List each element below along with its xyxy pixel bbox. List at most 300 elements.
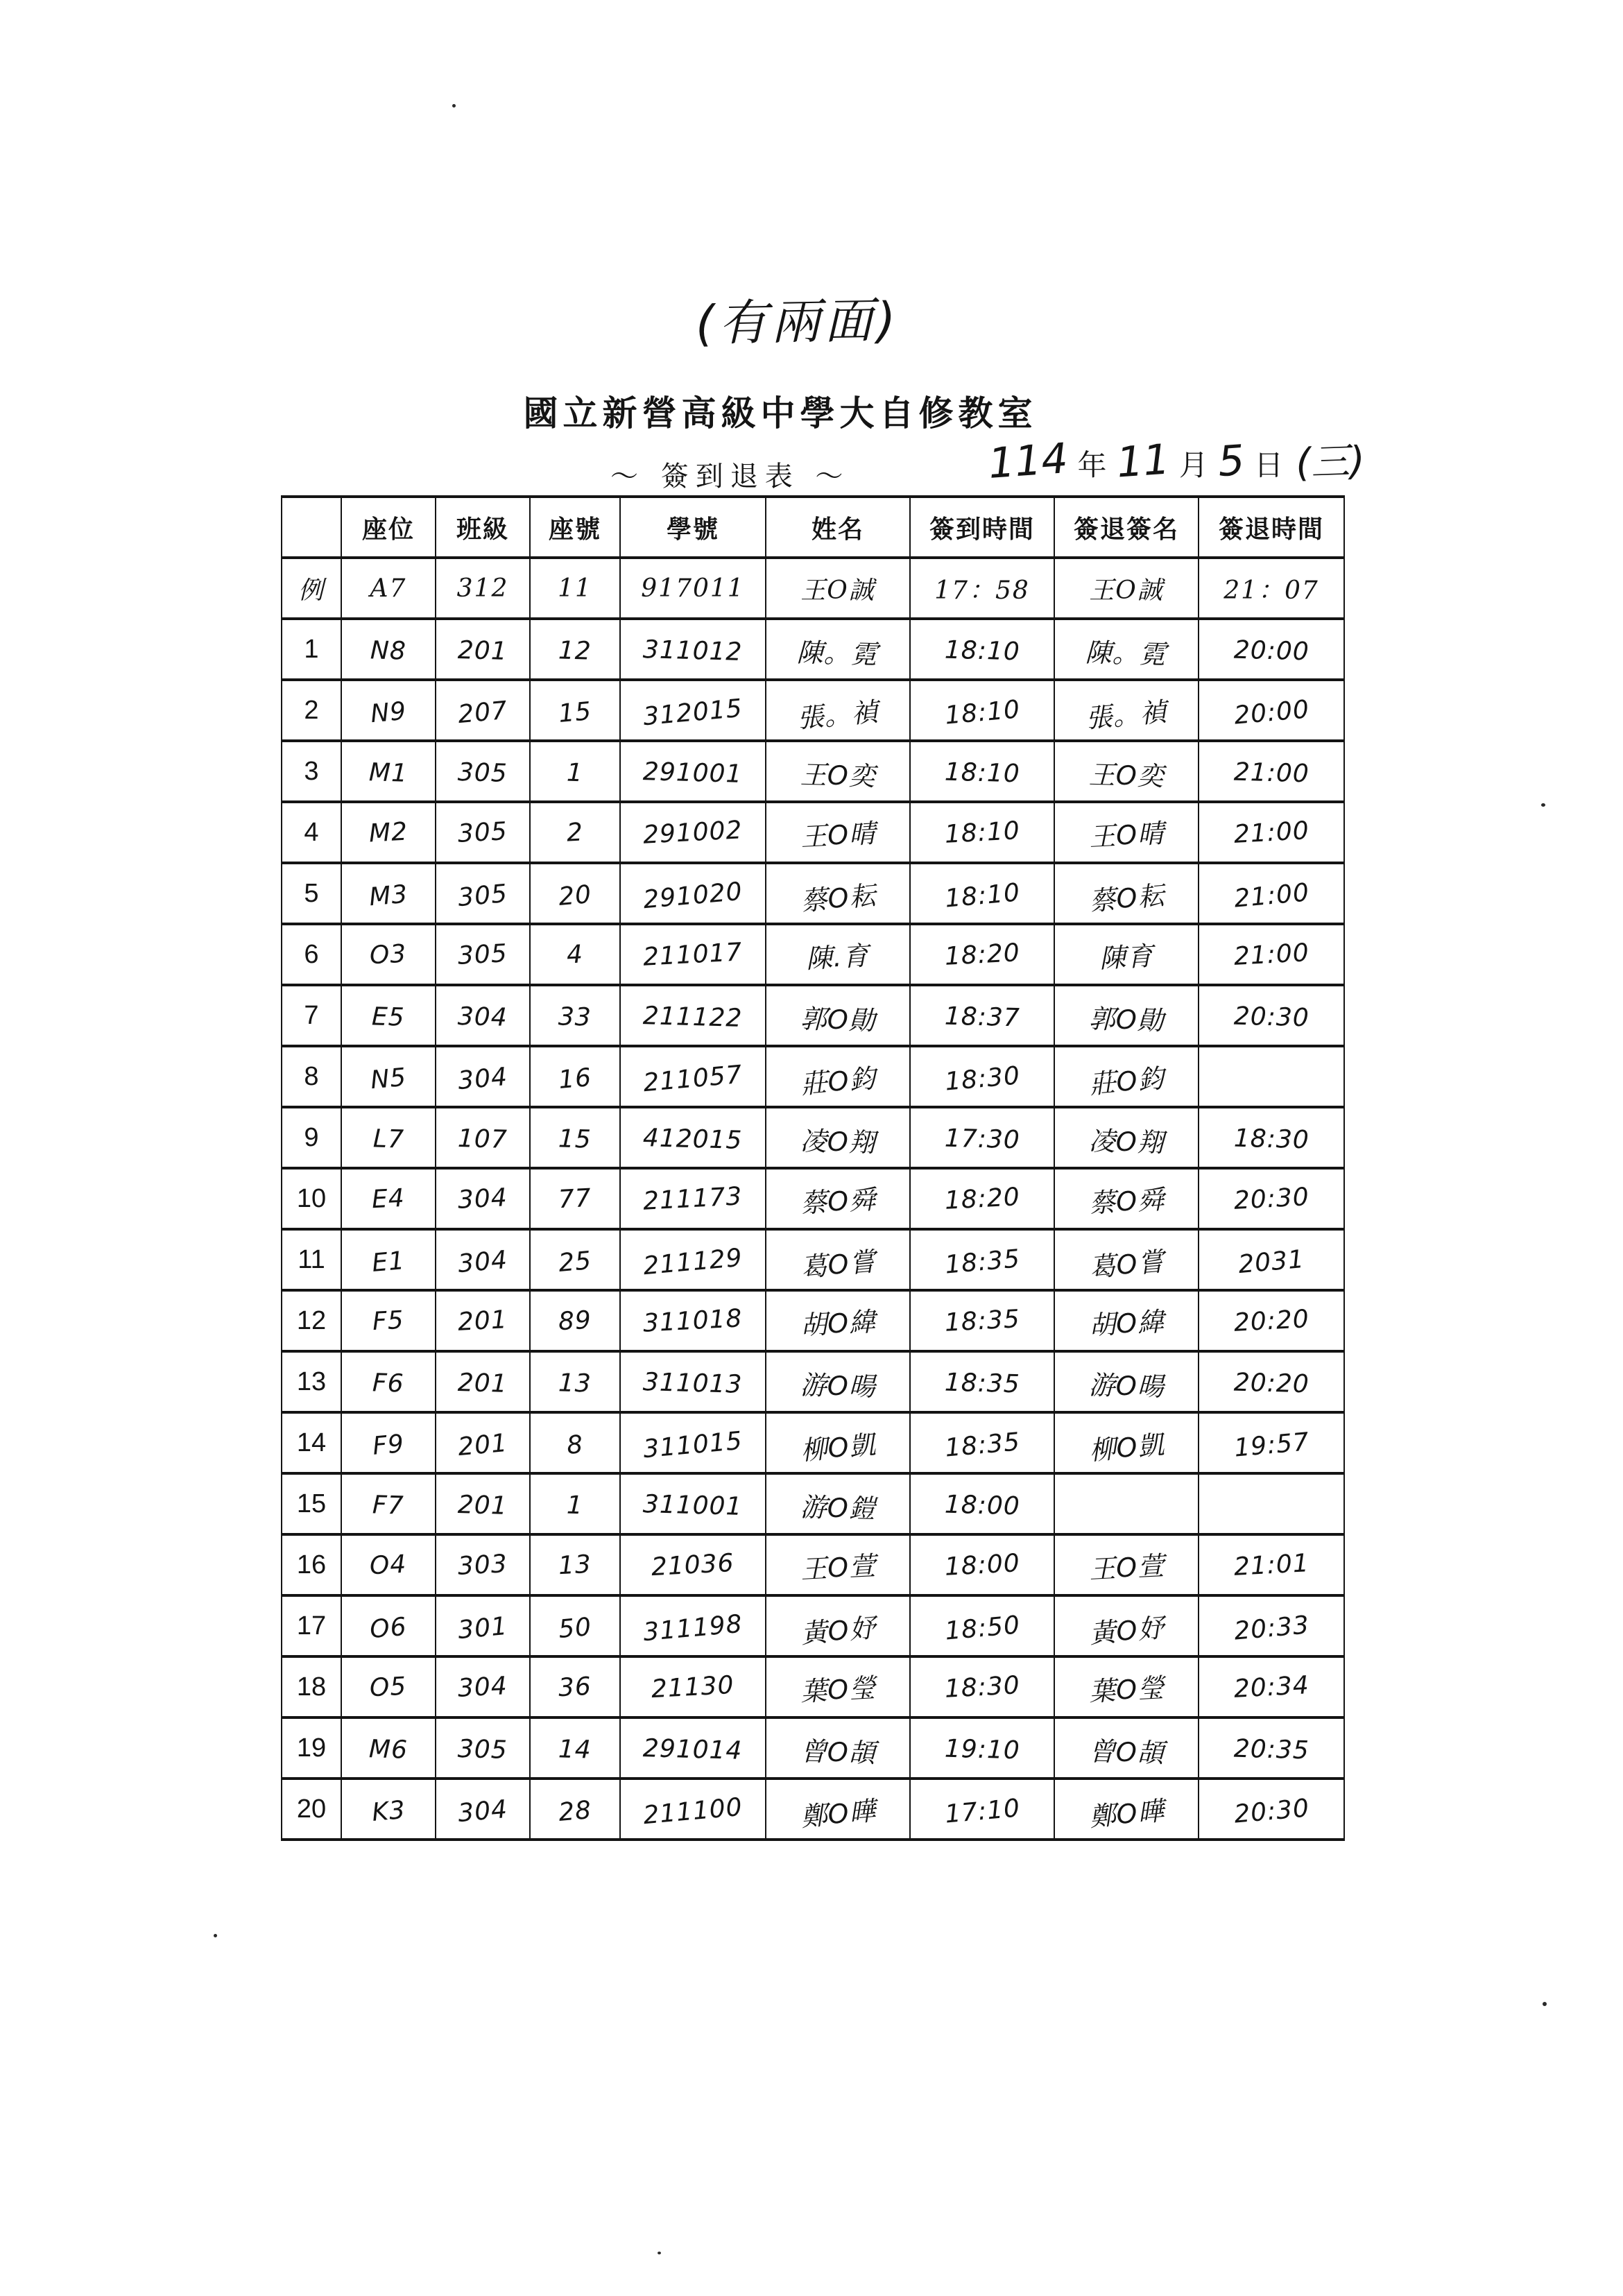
cell-seat bbox=[341, 1046, 436, 1107]
cell-class bbox=[436, 741, 530, 802]
date-day-unit: 日 bbox=[1254, 448, 1284, 482]
table-row bbox=[282, 1046, 1344, 1107]
cell-class bbox=[436, 1046, 530, 1107]
cell-sign_out bbox=[1199, 924, 1344, 985]
cell-sign_in bbox=[910, 1595, 1054, 1656]
cell-student_id bbox=[620, 1168, 766, 1229]
table-body bbox=[282, 558, 1344, 1840]
cell-sign_in bbox=[910, 802, 1054, 863]
handwriting: 412015 bbox=[642, 1123, 744, 1155]
handwriting: 201 bbox=[457, 635, 508, 666]
handwriting: 1 bbox=[566, 1491, 584, 1520]
cell-seat bbox=[341, 1412, 436, 1473]
handwriting: L7 bbox=[372, 1124, 404, 1154]
header-seat: 座位 bbox=[341, 497, 436, 558]
cell-student_id bbox=[620, 924, 766, 985]
handwriting: N5 bbox=[369, 1063, 408, 1095]
cell-seat bbox=[341, 985, 436, 1046]
handwriting: 15 bbox=[558, 1124, 592, 1154]
cell-sign_in bbox=[910, 1717, 1054, 1779]
cell-sign_out bbox=[1199, 802, 1344, 863]
handwriting: 18:37 bbox=[944, 1002, 1020, 1032]
cell-name bbox=[766, 1534, 910, 1595]
handwritten-top-note: (有兩面) bbox=[695, 291, 901, 352]
cell-name bbox=[766, 1046, 910, 1107]
handwriting: 葛O嘗 bbox=[799, 1245, 877, 1283]
handwriting: 304 bbox=[456, 1245, 509, 1278]
handwriting: 18:30 bbox=[943, 1061, 1022, 1097]
handwriting: 305 bbox=[456, 879, 509, 912]
table-row bbox=[282, 1290, 1344, 1351]
handwriting: 21:01 bbox=[1233, 1548, 1310, 1582]
handwriting: 蔡O耘 bbox=[799, 879, 877, 917]
handwriting: 張。禎 bbox=[796, 696, 880, 734]
cell-seat bbox=[341, 863, 436, 924]
handwriting: N8 bbox=[370, 635, 407, 666]
cell-sign_out_name bbox=[1054, 1717, 1199, 1779]
cell-number bbox=[530, 1229, 620, 1290]
handwriting: 291001 bbox=[642, 757, 744, 789]
cell-no: 16 bbox=[282, 1534, 341, 1595]
handwriting: 黃O妤 bbox=[1088, 1611, 1166, 1650]
handwriting: 蔡O舜 bbox=[799, 1183, 877, 1219]
cell-class: 312 bbox=[436, 558, 530, 619]
cell-seat bbox=[341, 1107, 436, 1168]
handwriting: 201 bbox=[456, 1428, 509, 1462]
header-sign_in: 簽到時間 bbox=[910, 497, 1054, 558]
cell-sign_out bbox=[1199, 741, 1344, 802]
cell-seat bbox=[341, 1534, 436, 1595]
cell-sign_in bbox=[910, 985, 1054, 1046]
handwriting: 莊O鈞 bbox=[1088, 1062, 1166, 1100]
cell-sign_in bbox=[910, 924, 1054, 985]
cell-seat bbox=[341, 1290, 436, 1351]
scan-speck bbox=[1543, 2002, 1547, 2006]
handwriting: O3 bbox=[369, 939, 408, 970]
cell-class bbox=[436, 1717, 530, 1779]
handwriting: 4 bbox=[565, 939, 585, 970]
cell-sign_out bbox=[1199, 863, 1344, 924]
cell-no: 18 bbox=[282, 1656, 341, 1717]
cell-sign_out_name bbox=[1054, 1595, 1199, 1656]
handwriting: 304 bbox=[457, 1671, 508, 1703]
handwriting: 15 bbox=[557, 696, 593, 728]
handwriting: 21:00 bbox=[1233, 816, 1310, 849]
handwriting: 211100 bbox=[642, 1792, 744, 1830]
handwriting: 柳O凱 bbox=[1088, 1428, 1166, 1466]
table-row bbox=[282, 741, 1344, 802]
handwriting: 17:30 bbox=[944, 1124, 1020, 1154]
cell-name bbox=[766, 1717, 910, 1779]
cell-student_id bbox=[620, 1412, 766, 1473]
cell-name bbox=[766, 1107, 910, 1168]
handwriting: 8 bbox=[565, 1430, 585, 1460]
table-row bbox=[282, 1779, 1344, 1840]
cell-class bbox=[436, 985, 530, 1046]
handwriting: 77 bbox=[558, 1183, 592, 1214]
handwriting: 28 bbox=[557, 1795, 593, 1827]
cell-number bbox=[530, 680, 620, 741]
cell-student_id bbox=[620, 741, 766, 802]
header-no bbox=[282, 497, 341, 558]
cell-seat bbox=[341, 1595, 436, 1656]
cell-student_id bbox=[620, 1534, 766, 1595]
handwriting: O4 bbox=[369, 1550, 408, 1580]
cell-sign_out_name bbox=[1054, 680, 1199, 741]
cell-name bbox=[766, 985, 910, 1046]
cell-student_id bbox=[620, 1595, 766, 1656]
handwriting: 凌O翔 bbox=[1088, 1125, 1165, 1158]
handwriting: E1 bbox=[370, 1246, 406, 1278]
handwriting: 1 bbox=[566, 758, 584, 787]
cell-sign_out_name bbox=[1054, 1656, 1199, 1717]
handwriting: 2031 bbox=[1237, 1244, 1306, 1279]
header-sign_out: 簽退時間 bbox=[1199, 497, 1344, 558]
cell-no: 2 bbox=[282, 680, 341, 741]
cell-name: 王O誠 bbox=[766, 558, 910, 619]
handwriting: 20:30 bbox=[1233, 1002, 1309, 1032]
header-class: 班級 bbox=[436, 497, 530, 558]
handwriting: 20:00 bbox=[1233, 635, 1309, 666]
handwriting: 游O鎧 bbox=[799, 1491, 876, 1524]
handwriting: 13 bbox=[558, 1550, 592, 1580]
handwriting: 2 bbox=[565, 817, 585, 848]
cell-class bbox=[436, 680, 530, 741]
handwriting: 20:20 bbox=[1233, 1304, 1310, 1337]
handwriting: 21036 bbox=[651, 1548, 735, 1582]
handwriting: 33 bbox=[558, 1002, 592, 1032]
date-year: 114 bbox=[986, 434, 1070, 488]
cell-sign_out bbox=[1199, 1168, 1344, 1229]
handwriting: 王O萱 bbox=[799, 1550, 877, 1585]
cell-name bbox=[766, 1779, 910, 1840]
cell-sign_in bbox=[910, 1351, 1054, 1412]
cell-number bbox=[530, 1595, 620, 1656]
handwriting: 王O奕 bbox=[1088, 759, 1165, 791]
cell-name bbox=[766, 1656, 910, 1717]
cell-number bbox=[530, 1107, 620, 1168]
handwriting: 游O暘 bbox=[799, 1369, 876, 1402]
handwriting: 21:00 bbox=[1233, 938, 1310, 971]
handwriting: 葛O嘗 bbox=[1088, 1245, 1166, 1283]
handwriting: 曾O頡 bbox=[799, 1736, 876, 1768]
handwriting: 18:10 bbox=[943, 816, 1021, 849]
cell-sign_out bbox=[1199, 1473, 1344, 1534]
cell-no: 4 bbox=[282, 802, 341, 863]
header-name: 姓名 bbox=[766, 497, 910, 558]
date-month: 11 bbox=[1115, 435, 1171, 488]
handwriting: 18:00 bbox=[943, 1548, 1021, 1582]
page-title: 國立新營高級中學大自修教室 bbox=[523, 393, 1038, 434]
handwriting: K3 bbox=[370, 1795, 407, 1827]
handwriting: 18:10 bbox=[943, 694, 1022, 730]
cell-no: 10 bbox=[282, 1168, 341, 1229]
handwriting: F9 bbox=[371, 1429, 406, 1461]
cell-sign_in bbox=[910, 1107, 1054, 1168]
example-row bbox=[282, 558, 1344, 619]
handwriting: 311012 bbox=[642, 635, 744, 667]
date-weekday: (三) bbox=[1295, 438, 1366, 486]
cell-sign_out_name bbox=[1054, 1351, 1199, 1412]
cell-seat bbox=[341, 802, 436, 863]
cell-seat bbox=[341, 1779, 436, 1840]
cell-seat bbox=[341, 924, 436, 985]
handwriting: 18:35 bbox=[943, 1244, 1022, 1280]
cell-no: 17 bbox=[282, 1595, 341, 1656]
table-row bbox=[282, 1473, 1344, 1534]
cell-sign_out bbox=[1199, 1229, 1344, 1290]
handwriting: 13 bbox=[558, 1368, 592, 1398]
handwriting: 291002 bbox=[642, 815, 744, 850]
handwriting: 18:35 bbox=[943, 1304, 1021, 1337]
cell-no: 13 bbox=[282, 1351, 341, 1412]
handwriting: 211122 bbox=[642, 1001, 744, 1033]
handwriting: 18:20 bbox=[943, 938, 1021, 971]
handwriting: 17:10 bbox=[943, 1793, 1022, 1829]
cell-number bbox=[530, 1656, 620, 1717]
cell-no: 例 bbox=[282, 558, 341, 619]
cell-number: 11 bbox=[530, 558, 620, 619]
handwriting: 311018 bbox=[642, 1303, 744, 1338]
handwriting: 201 bbox=[457, 1368, 508, 1398]
handwriting: 36 bbox=[558, 1672, 592, 1702]
scan-speck bbox=[658, 2252, 661, 2254]
cell-class bbox=[436, 619, 530, 680]
handwriting: 蔡O耘 bbox=[1088, 879, 1166, 917]
handwriting: 18:30 bbox=[943, 1670, 1021, 1704]
cell-no: 19 bbox=[282, 1717, 341, 1779]
cell-sign_out bbox=[1199, 1046, 1344, 1107]
cell-sign_out_name bbox=[1054, 1046, 1199, 1107]
handwriting: F6 bbox=[372, 1368, 405, 1398]
cell-sign_out_name bbox=[1054, 985, 1199, 1046]
cell-no: 9 bbox=[282, 1107, 341, 1168]
cell-class bbox=[436, 1779, 530, 1840]
date-line bbox=[981, 431, 1365, 487]
cell-number bbox=[530, 1473, 620, 1534]
handwriting: 胡O緯 bbox=[799, 1305, 877, 1341]
handwriting: 胡O緯 bbox=[1088, 1305, 1165, 1341]
cell-seat bbox=[341, 1168, 436, 1229]
cell-no: 11 bbox=[282, 1229, 341, 1290]
cell-sign_out bbox=[1199, 1107, 1344, 1168]
handwriting: N9 bbox=[369, 696, 408, 728]
handwriting: 211129 bbox=[642, 1243, 744, 1280]
handwriting: 303 bbox=[457, 1549, 508, 1581]
cell-name bbox=[766, 1595, 910, 1656]
table-row bbox=[282, 680, 1344, 741]
cell-number bbox=[530, 1168, 620, 1229]
handwriting: 蔡O舜 bbox=[1088, 1183, 1165, 1219]
header-number: 座號 bbox=[530, 497, 620, 558]
handwriting: 211057 bbox=[642, 1060, 744, 1097]
handwriting: 304 bbox=[457, 1002, 508, 1032]
cell-name bbox=[766, 1290, 910, 1351]
cell-student_id bbox=[620, 680, 766, 741]
cell-name bbox=[766, 1351, 910, 1412]
cell-student_id bbox=[620, 1290, 766, 1351]
handwriting: 王O奕 bbox=[799, 759, 876, 791]
handwriting: 305 bbox=[457, 939, 508, 970]
handwriting: 20:30 bbox=[1233, 1182, 1310, 1215]
handwriting: 311001 bbox=[642, 1489, 744, 1521]
handwriting: 18:10 bbox=[944, 635, 1020, 666]
cell-no: 6 bbox=[282, 924, 341, 985]
handwriting: 20:35 bbox=[1233, 1734, 1309, 1765]
handwriting: 89 bbox=[558, 1305, 592, 1336]
cell-sign_in bbox=[910, 1229, 1054, 1290]
handwriting: 黃O妤 bbox=[799, 1611, 877, 1650]
handwriting: 陳。霓 bbox=[796, 636, 879, 670]
handwriting: 311198 bbox=[642, 1609, 744, 1647]
handwriting: 18:00 bbox=[944, 1490, 1020, 1520]
cell-seat bbox=[341, 619, 436, 680]
handwriting: 211017 bbox=[642, 937, 744, 972]
cell-no: 7 bbox=[282, 985, 341, 1046]
signin-table bbox=[281, 495, 1345, 1841]
cell-sign_out_name bbox=[1054, 863, 1199, 924]
cell-seat bbox=[341, 1351, 436, 1412]
cell-sign_in bbox=[910, 1412, 1054, 1473]
cell-sign_out_name bbox=[1054, 1779, 1199, 1840]
cell-sign_in bbox=[910, 619, 1054, 680]
scan-speck bbox=[214, 1934, 217, 1937]
cell-sign_out_name bbox=[1054, 1412, 1199, 1473]
cell-sign_out: 21：07 bbox=[1199, 558, 1344, 619]
handwriting: 21:00 bbox=[1233, 877, 1311, 914]
handwriting: 張。禎 bbox=[1085, 696, 1169, 734]
cell-sign_out_name bbox=[1054, 1168, 1199, 1229]
handwriting: 20:00 bbox=[1233, 694, 1311, 730]
cell-sign_in bbox=[910, 1534, 1054, 1595]
cell-student_id bbox=[620, 1107, 766, 1168]
cell-sign_out bbox=[1199, 1717, 1344, 1779]
cell-seat bbox=[341, 741, 436, 802]
cell-name bbox=[766, 1229, 910, 1290]
handwriting: 304 bbox=[456, 1794, 509, 1828]
cell-no: 3 bbox=[282, 741, 341, 802]
handwriting: M2 bbox=[368, 817, 409, 848]
handwriting: 葉O瑩 bbox=[799, 1672, 877, 1707]
handwriting: 游O暘 bbox=[1088, 1369, 1165, 1402]
cell-sign_out_name bbox=[1054, 802, 1199, 863]
table-row bbox=[282, 985, 1344, 1046]
table-row bbox=[282, 1351, 1344, 1412]
cell-class bbox=[436, 1168, 530, 1229]
cell-name bbox=[766, 1473, 910, 1534]
cell-sign_in bbox=[910, 741, 1054, 802]
cell-class bbox=[436, 1595, 530, 1656]
table-row bbox=[282, 1229, 1344, 1290]
cell-sign_out_name bbox=[1054, 619, 1199, 680]
handwriting: 305 bbox=[457, 816, 508, 848]
cell-sign_out_name: 王O誠 bbox=[1054, 558, 1199, 619]
cell-sign_out_name bbox=[1054, 1107, 1199, 1168]
cell-sign_out bbox=[1199, 1779, 1344, 1840]
handwriting: 20:34 bbox=[1233, 1670, 1310, 1704]
header-student_id: 學號 bbox=[620, 497, 766, 558]
handwriting: 304 bbox=[457, 1183, 508, 1215]
handwriting: 18:35 bbox=[943, 1427, 1022, 1463]
table-row bbox=[282, 802, 1344, 863]
cell-class bbox=[436, 1656, 530, 1717]
cell-sign_out bbox=[1199, 1351, 1344, 1412]
cell-name bbox=[766, 619, 910, 680]
cell-name bbox=[766, 924, 910, 985]
handwriting: 14 bbox=[558, 1734, 592, 1765]
cell-sign_out bbox=[1199, 1534, 1344, 1595]
handwriting: 陳.育 bbox=[805, 940, 870, 974]
cell-sign_in bbox=[910, 1168, 1054, 1229]
handwriting: 311013 bbox=[642, 1367, 744, 1399]
cell-no: 8 bbox=[282, 1046, 341, 1107]
table-row bbox=[282, 619, 1344, 680]
cell-name bbox=[766, 1168, 910, 1229]
cell-sign_in bbox=[910, 1473, 1054, 1534]
date-year-unit: 年 bbox=[1077, 448, 1107, 482]
handwriting: 19:10 bbox=[944, 1734, 1020, 1765]
handwriting: 柳O凱 bbox=[799, 1428, 877, 1466]
handwriting: 陳育 bbox=[1099, 940, 1155, 974]
cell-name bbox=[766, 863, 910, 924]
cell-number bbox=[530, 985, 620, 1046]
scan-speck bbox=[1541, 803, 1545, 807]
cell-name bbox=[766, 741, 910, 802]
cell-sign_out bbox=[1199, 1412, 1344, 1473]
handwriting: 20:30 bbox=[1233, 1793, 1311, 1829]
cell-student_id bbox=[620, 1473, 766, 1534]
cell-sign_out bbox=[1199, 1595, 1344, 1656]
cell-class bbox=[436, 1412, 530, 1473]
handwriting: 50 bbox=[557, 1612, 593, 1644]
cell-seat bbox=[341, 680, 436, 741]
cell-name bbox=[766, 802, 910, 863]
handwriting: 201 bbox=[457, 1490, 508, 1520]
handwriting: 18:10 bbox=[943, 877, 1022, 914]
handwriting: 18:30 bbox=[1233, 1124, 1309, 1154]
handwriting: 291014 bbox=[642, 1733, 744, 1765]
cell-sign_in: 17：58 bbox=[910, 558, 1054, 619]
table-row bbox=[282, 1595, 1344, 1656]
page-subtitle: ～ 簽到退表 ～ bbox=[610, 461, 850, 492]
handwriting: 20 bbox=[557, 880, 593, 911]
cell-no: 15 bbox=[282, 1473, 341, 1534]
cell-sign_out_name bbox=[1054, 1473, 1199, 1534]
date-day: 5 bbox=[1216, 436, 1246, 487]
cell-number bbox=[530, 802, 620, 863]
handwriting: M6 bbox=[368, 1734, 409, 1765]
table-row bbox=[282, 1168, 1344, 1229]
cell-sign_out bbox=[1199, 619, 1344, 680]
cell-number bbox=[530, 863, 620, 924]
cell-sign_in bbox=[910, 863, 1054, 924]
handwriting: 16 bbox=[557, 1063, 593, 1095]
handwriting: 312015 bbox=[642, 694, 744, 731]
handwriting: 12 bbox=[558, 635, 592, 666]
handwriting: 311015 bbox=[642, 1426, 744, 1464]
cell-student_id bbox=[620, 863, 766, 924]
cell-sign_out bbox=[1199, 985, 1344, 1046]
handwriting: 陳。霓 bbox=[1085, 636, 1167, 670]
cell-sign_out bbox=[1199, 1656, 1344, 1717]
cell-number bbox=[530, 1412, 620, 1473]
cell-student_id bbox=[620, 1351, 766, 1412]
cell-number bbox=[530, 1290, 620, 1351]
handwriting: 305 bbox=[457, 757, 508, 788]
table-row bbox=[282, 863, 1344, 924]
cell-seat bbox=[341, 1656, 436, 1717]
cell-seat bbox=[341, 1717, 436, 1779]
